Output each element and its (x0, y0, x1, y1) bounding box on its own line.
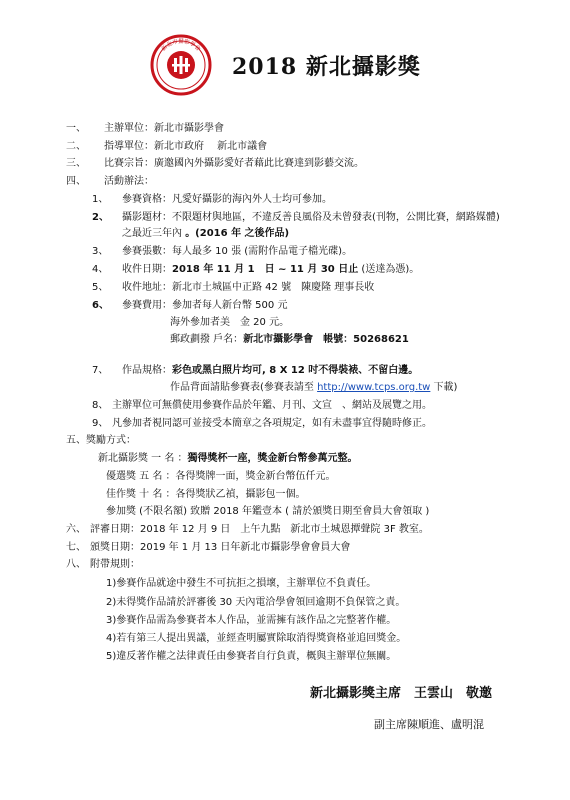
page-title: 2018 新北攝影獎 (232, 54, 421, 80)
activity-4-number: 4、 (92, 264, 109, 275)
rule-5: 5)違反著作權之法律責任由參賽者自行負責，概與主辦單位無關。 (106, 651, 397, 662)
logo-text: 新北市攝影學會 (160, 39, 202, 53)
award-3: 佳作獎 十 名 ：各得獎狀乙禎，攝影包一個。 (106, 489, 306, 500)
activity-1: 參賽資格：凡愛好攝影的海內外人士均可參加。 (122, 194, 332, 205)
activity-6-postal: 郵政劃撥 戶名：新北市攝影學會 帳號：50268621 (170, 334, 409, 345)
activity-7: 作品規格：彩色或黑白照片均可, 8 X 12 吋不得裝裱、不留白邊。 (122, 365, 419, 376)
rule-4: 4)若有第三人提出異議，並經查明屬實除取消得獎資格並追回獎金。 (106, 633, 407, 644)
section-8-label: 附帶規則： (90, 559, 140, 570)
section-2: 指導單位：新北市政府 新北市議會 (104, 141, 268, 152)
section-4-label: 活動辦法： (104, 176, 154, 187)
section-5-label: 獎勵方式： (86, 435, 136, 446)
activity-7-number: 7、 (92, 365, 109, 376)
section-1-number: 一、 (66, 123, 86, 134)
chairman-signature: 新北攝影獎主席 王雲山 敬邀 (310, 686, 493, 701)
award-2: 優選獎 五 名 ：各得獎牌一面，獎金新台幣伍仟元。 (106, 471, 336, 482)
activity-3-number: 3、 (92, 246, 109, 257)
section-3: 比賽宗旨：廣邀國內外攝影愛好者藉此比賽達到影藝交流。 (104, 158, 364, 169)
activity-8: 主辦單位可無償使用參賽作品於年鑑、月刊、文宣 、網站及展覽之用。 (112, 400, 432, 411)
section-5-number: 五、 (66, 435, 86, 446)
activity-6-overseas: 海外參加者美 金 20 元。 (170, 317, 290, 328)
activity-6-number: 6、 (92, 300, 109, 311)
section-2-number: 二、 (66, 141, 86, 152)
section-6: 評審日期：2018 年 12 月 9 日 上午九點 新北市土城恩撢聲院 3F 教室。 (90, 524, 429, 535)
section-8-number: 八、 (66, 559, 86, 570)
activity-7-cont: 作品背面請貼參賽表(參賽表請至 http://www.tcps.org.tw 下載) (170, 382, 458, 393)
activity-9: 凡參加者視同認可並接受本簡章之各項規定，如有未盡事宜得隨時修正。 (112, 418, 432, 429)
activity-1-number: 1、 (92, 194, 109, 205)
section-4-number: 四、 (66, 176, 86, 187)
rule-3: 3)參賽作品需為參賽者本人作品，並需擁有該作品之完整著作權。 (106, 615, 397, 626)
activity-2-cont: 之最近三年內 。(2016 年 之後作品) (122, 228, 290, 239)
activity-6: 參賽費用：參加者每人新台幣 500 元 (122, 300, 288, 311)
header (0, 32, 570, 102)
activity-8-number: 8、 (92, 400, 109, 411)
section-7: 頒獎日期：2019 年 1 月 13 日年新北市攝影學會會員大會 (90, 542, 351, 553)
activity-5: 收件地址：新北市土城區中正路 42 號 陳慶隆 理事長收 (122, 282, 375, 293)
award-1: 新北攝影獎 一 名 ：獨得獎杯一座，獎金新台幣參萬元整。 (98, 453, 358, 464)
activity-9-number: 9、 (92, 418, 109, 429)
activity-3: 參賽張數：每人最多 10 張 (需附作品電子檔光碟)。 (122, 246, 353, 257)
rule-2: 2)未得獎作品請於評審後 30 天內電洽學會領回逾期不負保管之責。 (106, 597, 406, 608)
entry-form-link[interactable]: http://www.tcps.org.tw (317, 382, 431, 393)
section-7-number: 七、 (66, 542, 86, 553)
vice-chairman-signature: 副主席陳順進、盧明混 (374, 718, 484, 731)
activity-4: 收件日期：2018 年 11 月 1 日 ~ 11 月 30 日止 (送達為憑)。 (122, 264, 420, 275)
section-6-number: 六、 (66, 524, 86, 535)
rule-1: 1)參賽作品就途中發生不可抗拒之損壞，主辦單位不負責任。 (106, 578, 377, 589)
activity-5-number: 5、 (92, 282, 109, 293)
section-1: 主辦單位：新北市攝影學會 (104, 123, 224, 134)
section-3-number: 三、 (66, 158, 86, 169)
activity-2: 攝影題材：不限題材與地區，不違反善良風俗及未曾發表(刊物，公開比賽，網路媒體) (122, 212, 500, 223)
activity-2-number: 2、 (92, 212, 109, 223)
society-logo-icon (150, 34, 212, 96)
award-4: 參加獎 (不限名額) 致贈 2018 年鑑壹本 ( 請於頒獎日期至會員大會領取 ) (106, 506, 430, 517)
